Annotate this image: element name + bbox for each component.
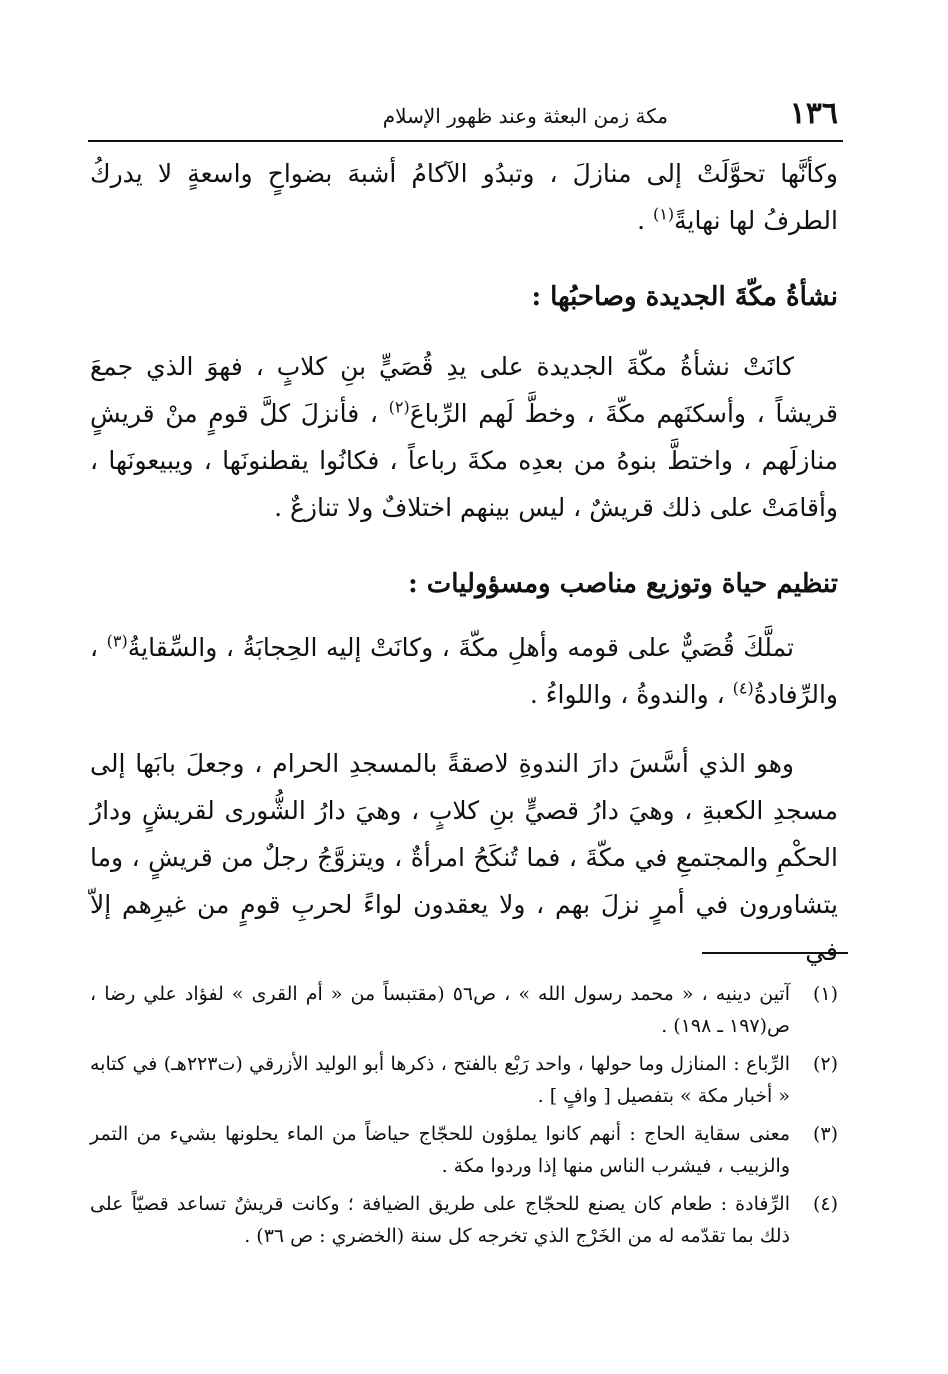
main-text xyxy=(90,150,838,975)
footnote-number: (١) xyxy=(812,983,838,1005)
page-number: ١٣٦ xyxy=(789,96,838,131)
intro-end: . xyxy=(637,206,653,235)
running-title: مكة زمن البعثة وعند ظهور الإسلام xyxy=(382,104,668,128)
intro-paragraph xyxy=(90,150,838,244)
paragraph-2-part-a: تملَّكَ قُصَيٌّ على قومه وأهلِ مكّةَ ، وكانَتْ إليه الحِجابَةُ ، والسِّقايةُ xyxy=(127,633,794,662)
paragraph-offices xyxy=(90,624,838,718)
footnote-2 xyxy=(90,1048,838,1112)
footnote-number: (٤) xyxy=(812,1193,838,1215)
footnote-separator xyxy=(702,952,848,954)
footnote-ref-4: (٤) xyxy=(732,678,754,698)
page-header xyxy=(90,96,838,136)
paragraph-1-part-b: ، فأنزلَ كلَّ قومٍ منْ قريشٍ منازلَهم ، واختطَّ بنوهُ من بعدِه مكةَ رباعاً ، فكانُوا يقطنونَها ، ويبيعونَها ، وأقامَتْ على ذلك قريشٌ ، ليس بينهم اختلافٌ ولا تنازعٌ . xyxy=(90,399,838,522)
section-heading-new-mecca: نشأةُ مكّةَ الجديدة وصاحبُها : xyxy=(531,282,838,312)
footnote-text: معنى سقاية الحاج : أنهم كانوا يملؤون للحجّاج حياضاً من الماء يحلونها بشيء من التمر والزبيب ، فيشرب الناس منها إذا وردوا مكة . xyxy=(90,1123,790,1177)
header-rule xyxy=(88,140,843,142)
paragraph-qusay-founding xyxy=(90,343,838,531)
footnote-number: (٣) xyxy=(812,1123,838,1145)
footnotes xyxy=(90,978,838,1258)
footnote-text: الرِّفادة : طعام كان يصنع للحجّاج على طريق الضيافة ؛ وكانت قريشٌ تساعد قصيّاً على ذلك بما تقدّمه له من الخَرْج الذي تخرجه كل سنة (الخضري : ص ٣٦) . xyxy=(90,1193,790,1247)
footnote-ref-3: (٣) xyxy=(106,631,128,651)
footnote-ref-2: (٢) xyxy=(388,397,410,417)
intro-text: وكأنَّها تحوَّلَتْ إلى منازلَ ، وتبدُو الآكامُ أشبهَ بضواحٍ واسعةٍ لا يدركُ الطرفُ لها نهايةً xyxy=(90,159,838,235)
footnote-ref-1: (١) xyxy=(653,204,675,224)
footnote-text: الرِّباع : المنازل وما حولها ، واحد رَبْع بالفتح ، ذكرها أبو الوليد الأزرقي (ت٢٢٣هـ) في كتابه « أخبار مكة » بتفصيل [ وافٍ ] . xyxy=(90,1053,791,1107)
section-heading-organization: تنظيم حياة وتوزيع مناصب ومسؤوليات : xyxy=(408,569,838,599)
footnote-number: (٢) xyxy=(812,1053,838,1075)
footnote-3 xyxy=(90,1118,838,1182)
paragraph-dar-al-nadwa: وهو الذي أسَّسَ دارَ الندوةِ لاصقةً بالمسجدِ الحرام ، وجعلَ بابَها إلى مسجدِ الكعبةِ ، وهيَ دارُ قصيٍّ بنِ كلابٍ ، وهيَ دارُ الشُّورى لقريشٍ ودارُ الحكْمِ والمجتمعِ في مكّةَ ، فما تُنكَحُ امرأةٌ ، ويتزوَّجُ رجلٌ من قريشٍ ، وما يتشاورون في أمرٍ نزلَ بهم ، ولا يعقدون لواءً لحربِ قومٍ من غيرِهم إلاّ في xyxy=(90,749,838,966)
paragraph-2-part-b: ، والرِّفادةُ xyxy=(90,633,838,709)
footnote-4 xyxy=(90,1188,838,1252)
paragraph-1-part-a: كانَتْ نشأةُ مكّةَ الجديدة على يدِ قُصَيٍّ بنِ كلابٍ ، فهوَ الذي جمعَ قريشاً ، وأسكنَهم مكّةَ ، وخطَّ لَهم الرِّباعَ xyxy=(90,352,838,428)
footnote-text: آتين دينيه ، « محمد رسول الله » ، ص٥٦ (مقتبساً من « أم القرى » لفؤاد علي رضا ، ص(١٩٧ ـ ١٩٨) . xyxy=(90,983,791,1037)
paragraph-2-part-c: ، والندوةُ ، واللواءُ . xyxy=(529,680,725,709)
footnote-1 xyxy=(90,978,838,1042)
